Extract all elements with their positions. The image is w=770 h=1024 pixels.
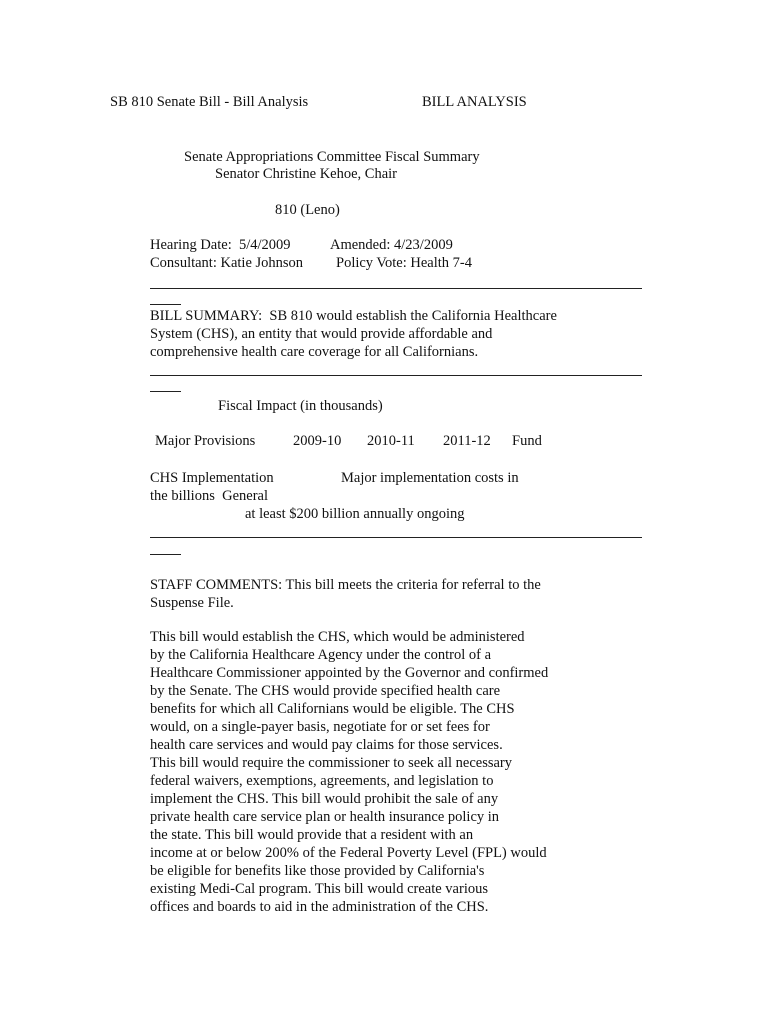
hearing-date: Hearing Date: 5/4/2009 bbox=[150, 237, 291, 253]
policy-vote: Policy Vote: Health 7-4 bbox=[336, 255, 472, 271]
summary-line: BILL SUMMARY: SB 810 would establish the California Healthcare bbox=[150, 308, 557, 324]
column-header-2010-11: 2010-11 bbox=[367, 433, 415, 449]
bill-reference: 810 (Leno) bbox=[275, 202, 340, 218]
divider-stub-3 bbox=[150, 554, 181, 555]
body-line: private health care service plan or health insurance policy in bbox=[150, 809, 500, 825]
divider-rule-1 bbox=[150, 288, 642, 289]
column-header-2009-10: 2009-10 bbox=[293, 433, 342, 449]
column-header-provisions: Major Provisions bbox=[155, 433, 256, 449]
body-line: existing Medi-Cal program. This bill would create various bbox=[150, 881, 488, 897]
summary-line: System (CHS), an entity that would provide affordable and bbox=[150, 326, 493, 342]
bill-analysis-heading: BILL ANALYSIS bbox=[422, 94, 527, 110]
body-line: implement the CHS. This bill would prohibit the sale of any bbox=[150, 791, 499, 807]
provision-cost: Major implementation costs in bbox=[341, 470, 519, 486]
body-line: would, on a single-payer basis, negotiate for or set fees for bbox=[150, 719, 490, 735]
divider-stub-2 bbox=[150, 391, 181, 392]
body-line: This bill would require the commissioner to seek all necessary bbox=[150, 755, 513, 771]
column-header-fund: Fund bbox=[512, 433, 542, 449]
body-line: by the Senate. The CHS would provide specified health care bbox=[150, 683, 501, 699]
body-line: the state. This bill would provide that a resident with an bbox=[150, 827, 474, 843]
body-line: benefits for which all Californians would be eligible. The CHS bbox=[150, 701, 515, 717]
body-line: by the California Healthcare Agency under the control of a bbox=[150, 647, 492, 663]
committee-name: Senate Appropriations Committee Fiscal Summary bbox=[184, 149, 480, 165]
amended-date: Amended: 4/23/2009 bbox=[330, 237, 453, 253]
staff-comments-line: STAFF COMMENTS: This bill meets the criteria for referral to the bbox=[150, 577, 541, 593]
body-line: be eligible for benefits like those provided by California's bbox=[150, 863, 485, 879]
body-line: offices and boards to aid in the administration of the CHS. bbox=[150, 899, 489, 915]
body-line: federal waivers, exemptions, agreements, and legislation to bbox=[150, 773, 494, 789]
fiscal-impact-title: Fiscal Impact (in thousands) bbox=[218, 398, 383, 414]
provision-ongoing-cost: at least $200 billion annually ongoing bbox=[245, 506, 465, 522]
provision-name: CHS Implementation bbox=[150, 470, 274, 486]
consultant: Consultant: Katie Johnson bbox=[150, 255, 304, 271]
body-line: This bill would establish the CHS, which would be administered bbox=[150, 629, 525, 645]
summary-line: comprehensive health care coverage for all Californians. bbox=[150, 344, 479, 360]
document-title: SB 810 Senate Bill - Bill Analysis bbox=[110, 94, 309, 110]
column-header-2011-12: 2011-12 bbox=[443, 433, 491, 449]
provision-cost-continued: the billions General bbox=[150, 488, 268, 504]
staff-comments-line: Suspense File. bbox=[150, 595, 234, 611]
body-line: income at or below 200% of the Federal Poverty Level (FPL) would bbox=[150, 845, 547, 861]
committee-chair: Senator Christine Kehoe, Chair bbox=[215, 166, 398, 182]
divider-rule-3 bbox=[150, 537, 642, 538]
body-line: Healthcare Commissioner appointed by the Governor and confirmed bbox=[150, 665, 549, 681]
divider-stub-1 bbox=[150, 304, 181, 305]
divider-rule-2 bbox=[150, 375, 642, 376]
body-line: health care services and would pay claims for those services. bbox=[150, 737, 503, 753]
